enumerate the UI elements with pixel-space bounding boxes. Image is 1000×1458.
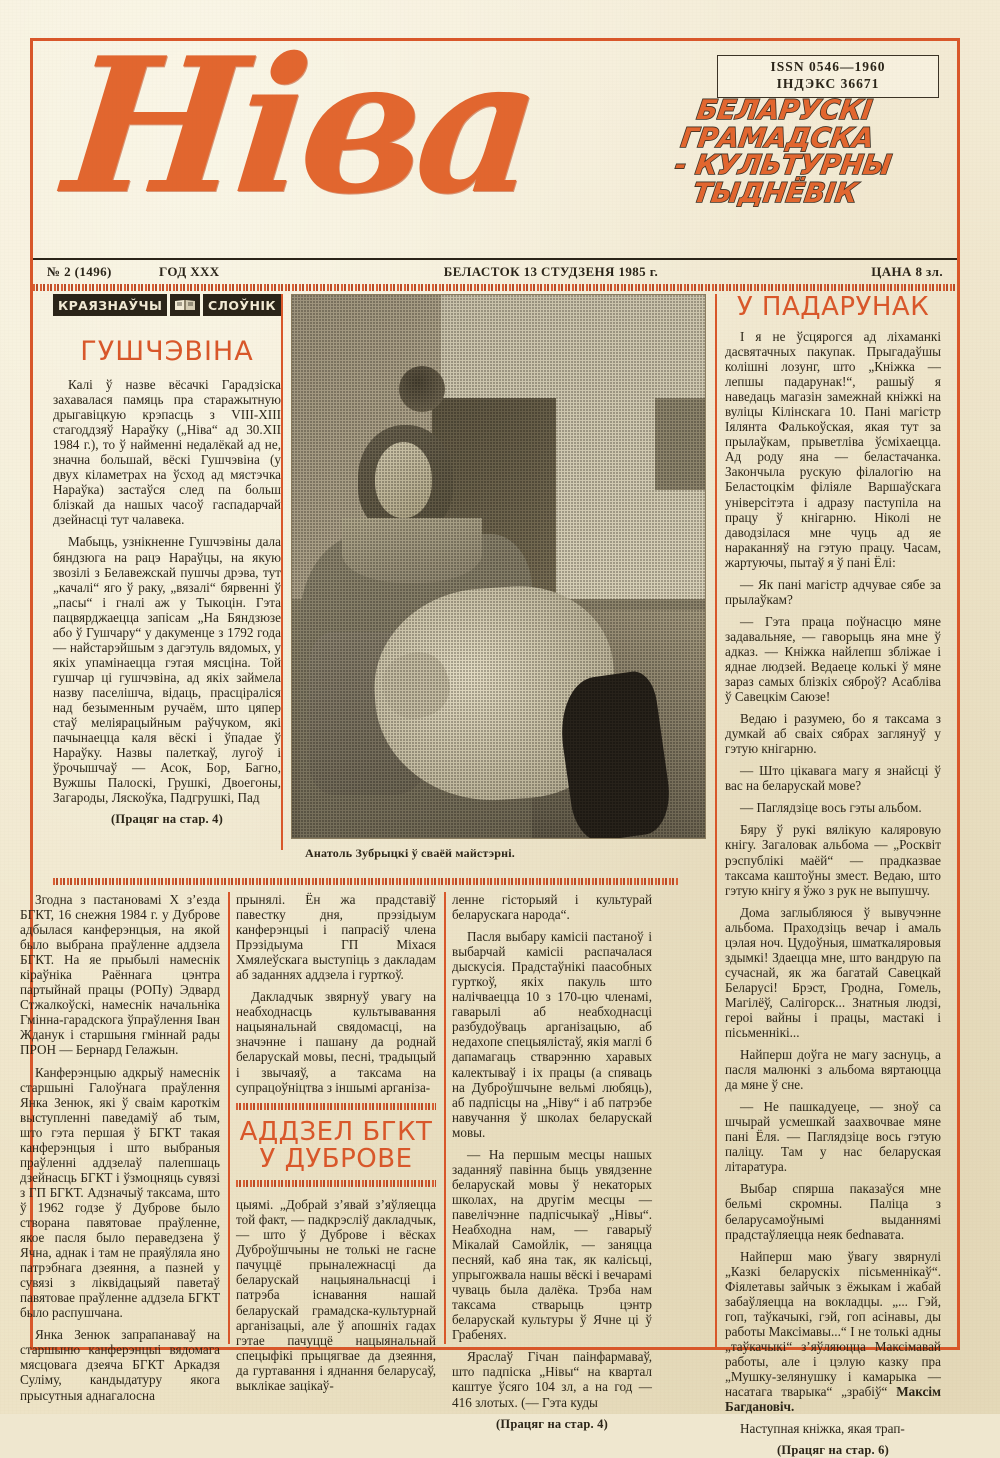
photo-block: [291, 294, 711, 861]
gift-paragraph: Ведаю і разумею, бо я таксама з думкай аб сваіх сябрах заглянуў у гэтую кнігарню.: [725, 711, 941, 757]
gift-article-column: [725, 294, 941, 1458]
lower-paragraph: цыямі. „Добрай з’явай з’яўляецца той факт, — падкрэсліў дакладчык, — што ў Дуброве і вёсках Дуброўшчыны не толькі не гасне пачуццё прыналежнасці да беларускай нацыянальнасці і патрэба існавання нашай беларускай грамадска-культурнай арганізацыі, але ў апошніх гадах гэтае пачуццё нацыянальнай спецыфікі прыцягвае да дзеяння, да гуртавання і яднання беларусаў, выклікае зацікаў-: [236, 1197, 436, 1393]
lower-paragraph: Дакладчык звярнуў увагу на неабходнасць культывавання нацыянальнай свядомасці, на значэнне і пашану да роднай беларускай мовы, песні, традыцый і звычаяў, а таксама на супрацоўніцтва з іншымі арганіза-: [236, 989, 436, 1095]
issue-year: ГОД ХХХ: [159, 264, 220, 279]
section-kicker: [53, 294, 281, 316]
gift-paragraph: — Гэта праца поўнасцю мяне задавальняе, — гаворыць яна мне ў адказ. — Кніжка найлепш збліжае і яднае людзей. Ведаеце колькі ў мяне зараз самых блізкіх сяброў? Асабліва ў Савецкім Саюзе!: [725, 613, 941, 705]
ornament-rule-small-2: [236, 1180, 436, 1187]
kicker-word-left: КРАЯЗНАЎЧЫ: [53, 294, 167, 316]
gift-paragraph-with-author: [725, 1249, 941, 1415]
feature-paragraph: Калі ў назве вёсачкі Гарадзіска захавалася памяць пра старажытную дрыгавіцкую крэпасць з VIII-XIII стагоддзяў Нараўку („Ніва“ ад 30.XII 1984 г.), то ў найменні недалёкай ад не, значна большай, вёскі Гушчэвіна (у двух кіламетрах на ўсход ад мястэчка Нараўка) застаўся след па больш блізкай да нашых часоў гаспадарчай дзейнасці тут чалавека.: [53, 377, 281, 528]
photo-caption: Анатоль Зубрыцкі ў сваёй майстэрні.: [305, 846, 515, 860]
gift-paragraph: Бяру ў рукі вялікую каляровую кнігу. Загаловак альбома — „Росквіт рэспублікі маёй“ — прадказвае таксама каштоўны змест. Ведаю, што гэтую кнігу я ўжо з рук не выпушчу.: [725, 822, 941, 898]
gift-headline: У ПАДАРУНАК: [736, 292, 930, 322]
issue-line: [33, 258, 957, 284]
feature-jump-note: (Працяг на стар. 4): [111, 812, 223, 827]
column-rule-4: [444, 892, 446, 1344]
lower-paragraph: Згодна з пастановамі Х з’езда БГКТ, 16 снежня 1984 г. у Дуброве адбылася канферэнцыя, на якой было выбрана праўленне аддзела БГКТ. На яе прыбылі намеснік кіраўніка Раённага цэнтра партыйнай працы (РОПу) Эдвард Стжалкоўскі, намеснік начальніка Гмінна-гарадскога ўпраўлення Іван Жданук і старшыня гміннай рады ПРОН — Бернард Гелажын.: [20, 892, 220, 1058]
column-rule-2: [715, 294, 717, 1350]
masthead-subtitle: [672, 95, 943, 209]
gift-author-name: Максім Багдановіч.: [725, 1384, 941, 1415]
gift-paragraph: — Не пашкадуеце, — зноў са шчырай усмешкай заахвочвае мяне пані Ёля. — Паглядзіце вось гэтую паліцу. Там у нас беларуская літаратура.: [725, 1099, 941, 1175]
lower-paragraph: прынялі. Ён жа прадставіў павестку дня, прэзідыум канферэнцыі і папрасіў члена Прэзідыума ГП Міхася Хмялеўскага выступіць з дакладам аб заданнях аддзела і гурткоў.: [236, 892, 436, 983]
gift-body: [725, 329, 941, 1436]
masthead: [33, 16, 957, 263]
lower-jump-note: (Працяг на стар. 4): [496, 1416, 608, 1431]
lower-paragraph: Янка Зенюк запрапанаваў на старшыню канферэнцыі вядомага мясцовага дзеяча БГКТ Аркадзя Суліму, кандыдатуру якога прысутныя аднагалосна: [20, 1327, 220, 1403]
gift-jump-note: (Працяг на стар. 6): [777, 1443, 889, 1458]
gift-paragraph-text: Найперш маю ўвагу звярнулі „Казкі беларускіх пісьменнікаў“. Фіялетавы зайчык з ёжыкам і жабай забаўляецца на вокладцы. „... Гэй, гоп, таўкачыкі, гэй, гоп асінавы, ды работы Максімавы...“ І не толькі адны „таўкачыкі“ з’яўляюцца Максімавай работы, але і цэлую казку пра „Мушку-зелянушку і камарыка — насатага тварыка“ „зрабіў“: [725, 1248, 941, 1400]
lower-column-1: [20, 892, 220, 1410]
lower-headline-line-1: АДДЗЕЛ БГКТ: [239, 1116, 433, 1147]
feature-column: [53, 294, 281, 827]
subtitle-line-1: БЕЛАРУСКІ: [694, 95, 875, 126]
subtitle-line-3: - КУЛЬТУРНЫ: [672, 150, 894, 182]
gift-paragraph: — Паглядзіце вось гэты альбом.: [740, 800, 922, 816]
ornament-rule-middle: [53, 878, 678, 885]
lower-column-3: [452, 892, 652, 1432]
newspaper-logo: Ніва: [56, 16, 545, 235]
gift-paragraph: Дома заглыбляюся ў вывучэнне альбома. Праходзіць вечар і амаль цэлая ноч. Цудоўныя, шматкаляровыя здымкі! Здаецца мне, што вандрую па сучаснай, як жа багатай Савецкай Беларусі! Брэст, Гродна, Гомель, Магілёў, Салігорск... Знатныя людзі, героі вайны і працы, мастакі і пісьменнікі...: [725, 904, 941, 1041]
index-number: ІНДЭКС 36671: [776, 75, 880, 91]
lower-paragraph: Пасля выбару камісіі пастаноў і выбарчай камісіі распачалася дыскусія. Прадстаўнікі паасобных гурткоў, якіх пакуль што налічваецца 10 з 170-цю членамі, гаварылі аб неабходнасці разбудоўваць арганізацыю, аб недахопе спецыялістаў, якія маглі б дапамагаць стварэнню харавых калектываў і іх працы (а спяваць на Дуброўшчыне вельмі любяць), аб падпісцы на „Ніву“ і аб патрэбе навучання ў школах беларускай мовы.: [452, 929, 652, 1140]
lower-article: [20, 892, 680, 1431]
lower-headline: [236, 1116, 436, 1174]
gift-paragraph: — Што цікавага магу я знайсці ў вас на беларускай мове?: [725, 763, 941, 794]
issue-number: № 2 (1496): [47, 264, 112, 279]
lower-headline-line-2: У ДУБРОВЕ: [259, 1143, 413, 1174]
lower-paragraph: — На першым месцы нашых заданняў павінна быць увядзенне беларускай мовы ў некаторых школах, на другім месцы — павелічэнне падпісчыкаў „Нівы“. Неабходна нам, — гаварыў Мікалай Самойлік, — заняцца песняй, каб яна так, як калісьці, упрыгожвала нашы вёскі і вечарамі чуваць была далёка. Трэба нам таксама стварыць цэнтр беларускай культуры ў Ячне ці ў Грабенях.: [452, 1146, 652, 1343]
lower-paragraph: Яраслаў Гічан паінфармаваў, што падпіска „Нівы“ на квартал каштуе ўсяго 104 зл, а на год — 416 злотых. (— Гэта куды: [452, 1349, 652, 1410]
column-rule-1: [281, 294, 283, 850]
subtitle-line-2: ГРАМАДСКА: [678, 122, 876, 154]
gift-paragraph: Наступная кніжка, якая трап-: [740, 1421, 905, 1437]
feature-paragraph: Мабыць, узнікненне Гушчэвіны дала бяндзюга на рацэ Нараўцы, на якую звозілі з Белавежскай пушчы дрэва, тут „качалі“ яго ў раку, „вязалі“ бярвенні ў „пасы“ і гналі аж у Тыкоцін. Гэта пацвярджаецца запісам „На Бяндзюзе або ў Гушчару“ у дакуменце з 1792 года — найстарэйшым з дагэтуль вядомых, у якіх упамінаецца гэтая мясціна. Той гушчар ці гушчэвіна, ад якіх займела назву паселішча, відаць, прасціраліся над безыменным ручаём, што цяпер стаў меліярацыйным раўчуком, які пачынаецца каля вёскі і ўпадае ў Нараўку. Назвы палеткаў, лугоў і ўрочышчаў — Асок, Бор, Багно, Вужшы Палоскі, Грушкі, Двоегоны, Загароды, Ляскоўка, Падгрушкі, Пад: [53, 534, 281, 806]
gift-paragraph: Найперш доўга не магу заснуць, а пасля малюнкі з альбома вяртаюцца да мяне ў сне.: [725, 1047, 941, 1093]
lower-column-2: [236, 892, 436, 1400]
issn-box: [717, 55, 939, 98]
issue-price: ЦАНА 8 зл.: [871, 264, 943, 279]
ornament-rule-small-1: [236, 1103, 436, 1110]
lower-paragraph: Канферэнцыю адкрыў намеснік старшыні Галоўнага праўлення Янка Зенюк, які ў сваім кароткім выступленні паведаміў аб тым, што гэта першая ў БГКТ такая канферэнцыя і што выбраныя праўленні аддзелаў палепшаць дзейнасць БГКТ і ўзмоцняць сувязі з ГП БГКТ. Адзначыў таксама, што ў 1962 годзе ў Дуброве было створана павятовае праўленне, якое пасля было пераведзена ў Ячна, аднак і там не праяўляла яно патрэбнага дзеяння, а пазней у сувязі з ліквідацыяй паветаў павятовае праўленне аддзела БГКТ было распушчана.: [20, 1064, 220, 1321]
gift-paragraph: І я не ўсцярогся ад ліхаманкі дасвятачных пакупак. Прыгадаўшы колішні лозунг, што „Кніжка — лепшы падарунак!“, рашыў я наведаць магазін замежнай кніжкі на вуліцы Кілінскага 10. Пані магістр Іялянта Фалькоўская, якая тут за прылаўкам, прыветліва ўсміхаецца. Ад роду яна — беластачанка. Закончыла рускую філалогію на Беластоцкім філіяле Варшаўскага універсітэта і адразу паступіла на працу ў кнігарню. Ніколі не даводзілася мне чуць ад яе нараканняў на гэтую працу. Часам, жартуючы, пытаў я ў пані Ёлі:: [725, 329, 941, 570]
lower-paragraph: ленне гісторыяй і культурай беларускага народа“.: [452, 892, 652, 923]
kicker-word-right: СЛОЎНІК: [203, 294, 281, 316]
feature-body: [53, 377, 281, 805]
gift-paragraph: — Як пані магістр адчувае сябе за прылаўкам?: [725, 576, 941, 607]
issn-number: ISSN 0546—1960: [770, 59, 886, 74]
ornament-rule-top: [33, 284, 957, 291]
column-rule-3: [228, 892, 230, 1344]
issue-place-date: БЕЛАСТОК 13 СТУДЗЕНЯ 1985 г.: [443, 264, 659, 279]
book-emblem-icon: [170, 294, 200, 316]
gift-paragraph: Выбар спярша паказаўся мне бельмі скромны. Паліца з беларусамоўнымі выданнямі прадстаўляецца неяк бednавата.: [725, 1181, 941, 1242]
feature-headline: ГУШЧЭВІНА: [80, 336, 254, 367]
workshop-photo: [291, 294, 706, 839]
subtitle-line-4: ТЫДНЁВІК: [690, 177, 860, 209]
